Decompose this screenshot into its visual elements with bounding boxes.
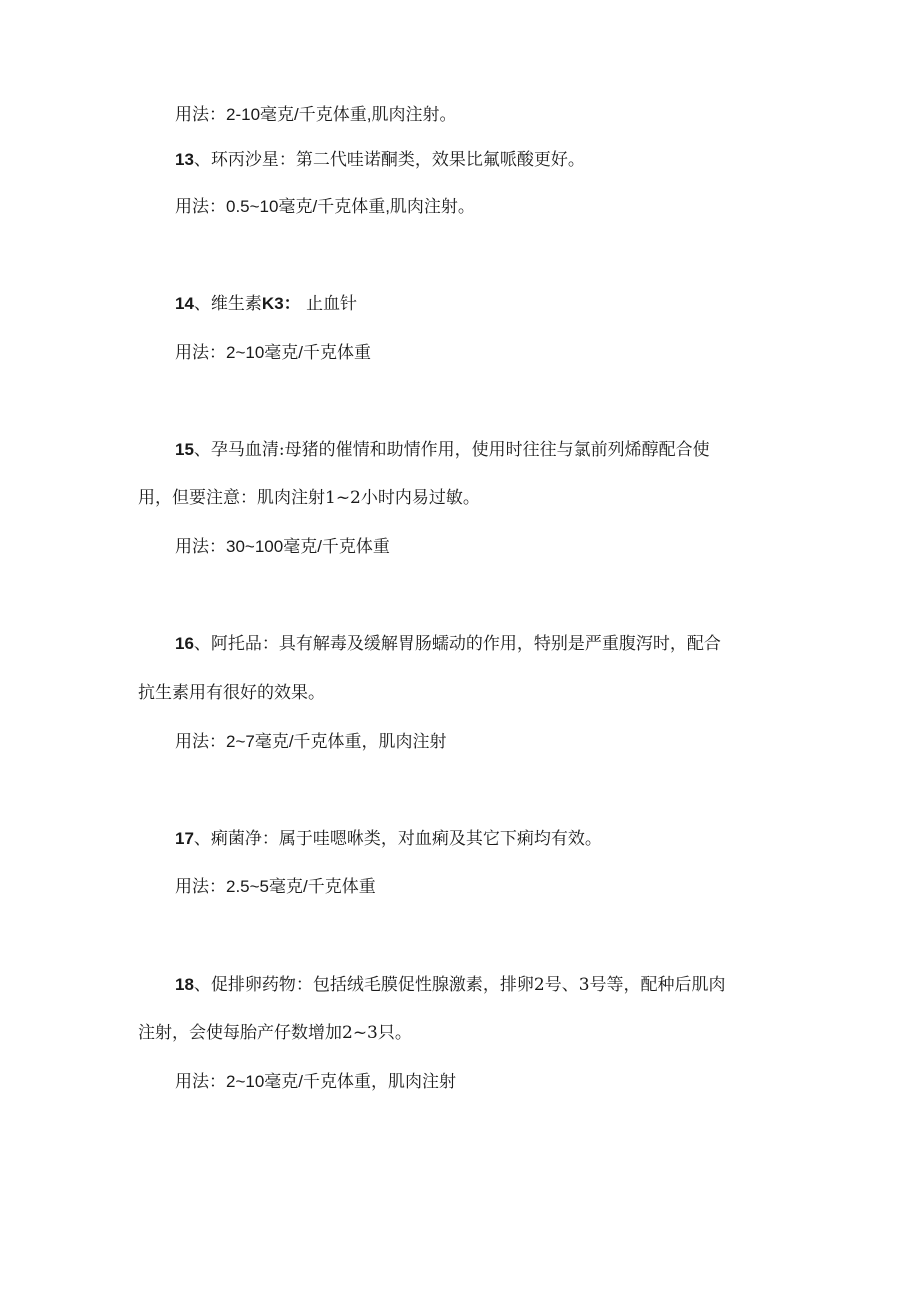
- item-16-continuation: [138, 681, 325, 705]
- usage-label: 用法：: [175, 1072, 226, 1092]
- item-title: 环丙沙星: [210, 150, 279, 170]
- item-title: 维生素: [210, 294, 262, 314]
- item-colon: ：: [278, 150, 296, 170]
- item-description: 母猪的催情和助情作用，使用时往往与氯前列烯醇配合使: [284, 440, 710, 460]
- item-colon: :: [278, 440, 285, 460]
- item-15-continuation: [138, 486, 480, 510]
- item-colon: ：: [295, 975, 313, 995]
- item-18-heading: [175, 973, 726, 997]
- item-13-usage: [175, 195, 475, 219]
- item-number: 15: [175, 440, 194, 459]
- item-14-heading: [175, 292, 357, 316]
- usage-value: 2~7毫克/千克体重，肌肉注射: [226, 732, 447, 751]
- item-description-continued: 抗生素用有很好的效果。: [138, 683, 325, 703]
- item-title: 阿托品: [210, 634, 262, 654]
- item-description: 止血针: [306, 294, 358, 314]
- usage-value: 2~10毫克/千克体重，肌肉注射: [226, 1072, 457, 1091]
- item-number: 13: [175, 150, 194, 169]
- item-separator: 、: [193, 440, 211, 460]
- item-16-usage: [175, 730, 447, 754]
- intro-usage-line: [175, 103, 456, 127]
- usage-value: 0.5~10毫克/千克体重,肌肉注射。: [226, 197, 475, 216]
- item-title-suffix: K3：: [261, 294, 301, 313]
- usage-label: 用法：: [175, 343, 226, 363]
- item-number: 18: [175, 975, 194, 994]
- item-title: 痢菌净: [210, 829, 262, 849]
- item-13-heading: [175, 148, 585, 172]
- item-separator: 、: [193, 975, 211, 995]
- item-title: 促排卵药物: [210, 975, 296, 995]
- item-description: 包括绒毛膜促性腺激素，排卵2号、3号等，配种后肌肉: [312, 975, 726, 995]
- item-separator: 、: [193, 634, 211, 654]
- item-separator: 、: [193, 150, 211, 170]
- item-number: 14: [175, 294, 194, 313]
- item-17-heading: [175, 827, 602, 851]
- item-15-heading: [175, 438, 710, 462]
- item-14-usage: [175, 341, 371, 365]
- item-separator: 、: [193, 294, 211, 314]
- item-number: 17: [175, 829, 194, 848]
- item-18-continuation: [138, 1021, 412, 1045]
- item-number: 16: [175, 634, 194, 653]
- item-18-usage: [175, 1070, 456, 1094]
- item-description: 属于哇嗯咻类，对血痢及其它下痢均有效。: [278, 829, 602, 849]
- usage-label: 用法：: [175, 537, 226, 557]
- item-17-usage: [175, 875, 376, 899]
- item-title: 孕马血清: [210, 440, 279, 460]
- usage-label: 用法：: [175, 105, 226, 125]
- item-description-continued: 用，但要注意：肌肉注射1~2小时内易过敏。: [138, 488, 480, 508]
- usage-label: 用法：: [175, 732, 226, 752]
- usage-value: 2.5~5毫克/千克体重: [226, 877, 376, 896]
- item-description-continued: 注射，会使每胎产仔数增加2~3只。: [138, 1023, 412, 1043]
- item-colon: ：: [261, 829, 279, 849]
- usage-label: 用法：: [175, 197, 226, 217]
- usage-value: 30~100毫克/千克体重: [226, 537, 390, 556]
- item-colon: ：: [261, 634, 279, 654]
- item-15-usage: [175, 535, 390, 559]
- usage-label: 用法：: [175, 877, 226, 897]
- usage-value: 2~10毫克/千克体重: [226, 343, 372, 362]
- usage-value: 2-10毫克/千克体重,肌肉注射。: [226, 105, 457, 124]
- item-separator: 、: [193, 829, 211, 849]
- item-description: 第二代哇诺酮类，效果比氟哌酸更好。: [295, 150, 585, 170]
- item-description: 具有解毒及缓解胃肠蠕动的作用，特别是严重腹泻时，配合: [278, 634, 721, 654]
- item-16-heading: [175, 632, 721, 656]
